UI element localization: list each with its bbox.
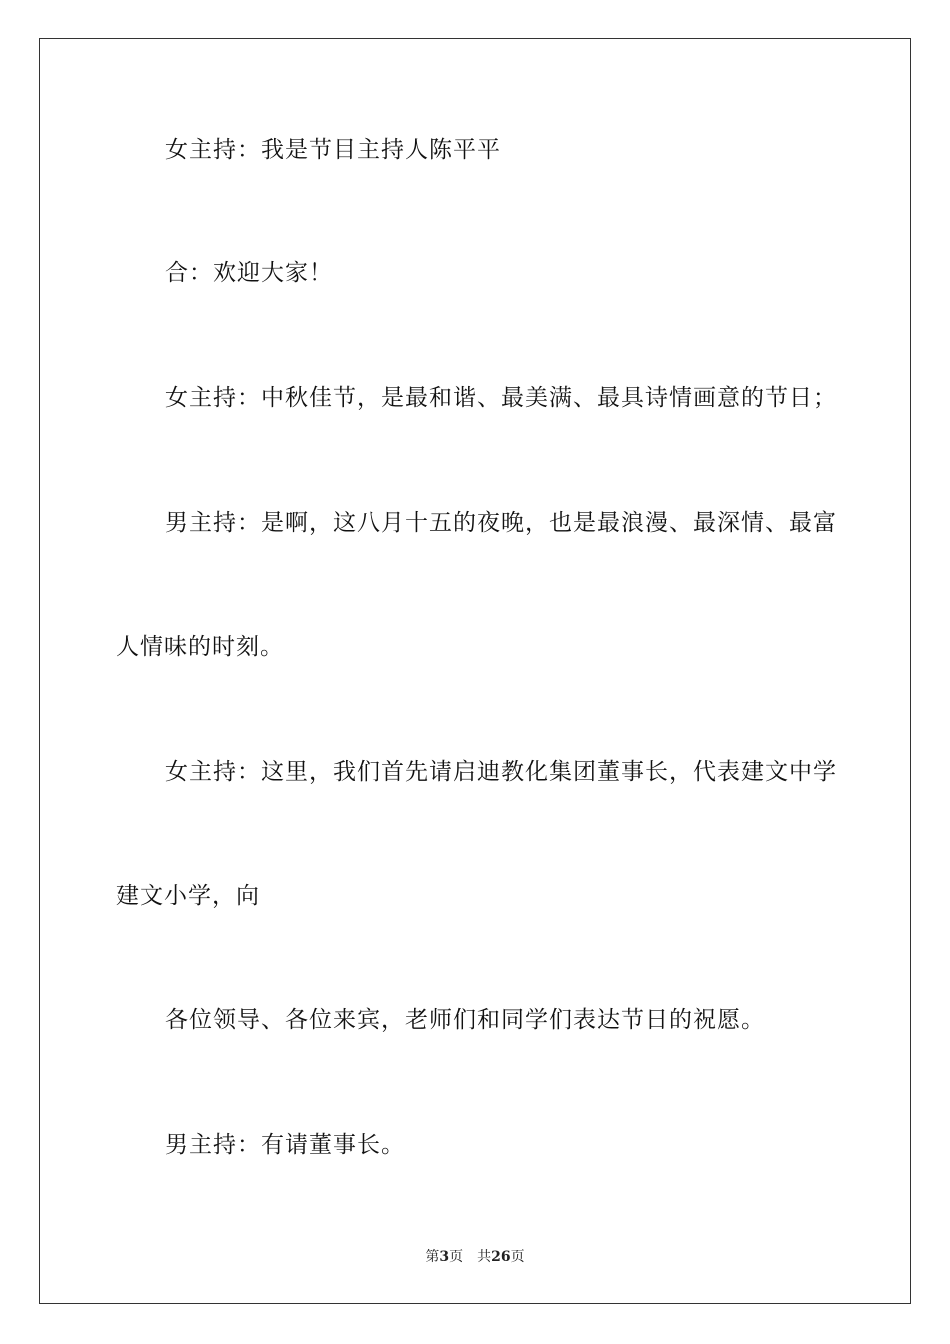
text-line-1: 女主持：我是节目主持人陈平平 [165,137,501,163]
page-number: 3 [439,1249,450,1265]
text-line-2: 合：欢迎大家！ [165,260,333,286]
page-prefix: 第 [425,1249,440,1265]
text-line-6: 女主持：这里，我们首先请启迪教化集团董事长，代表建文中学 [165,759,837,785]
total-prefix: 共 [477,1249,492,1265]
text-line-9: 男主持：有请董事长。 [165,1132,405,1158]
total-suffix: 页 [510,1249,525,1265]
text-line-4: 男主持：是啊，这八月十五的夜晚，也是最浪漫、最深情、最富 [165,510,837,536]
page-footer [0,1248,950,1266]
text-line-8: 各位领导、各位来宾，老师们和同学们表达节日的祝愿。 [165,1007,765,1033]
page-frame [39,38,911,1304]
text-line-5: 人情味的时刻。 [116,634,284,660]
total-pages: 26 [491,1249,511,1265]
text-line-3: 女主持：中秋佳节，是最和谐、最美满、最具诗情画意的节日； [165,385,837,411]
text-line-7: 建文小学，向 [116,883,260,909]
page-suffix: 页 [449,1249,464,1265]
